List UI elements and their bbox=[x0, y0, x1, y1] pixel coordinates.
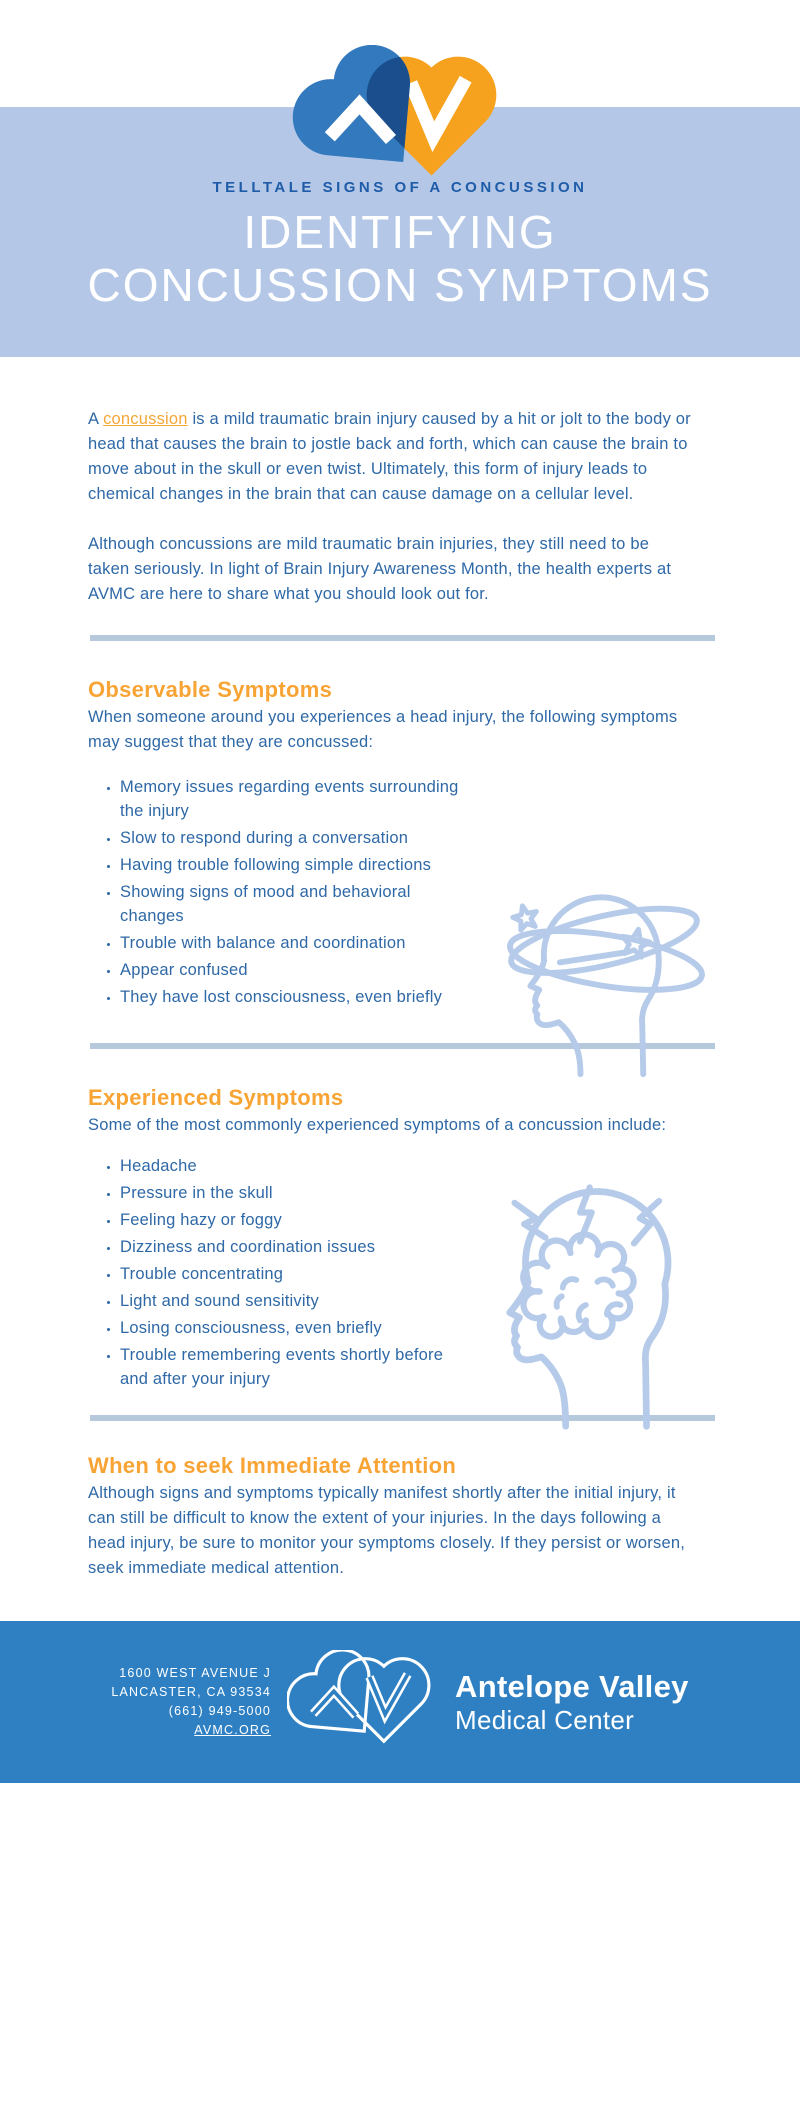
dizzy-head-icon bbox=[501, 878, 707, 1086]
section-immediate-attention bbox=[88, 1451, 712, 1581]
bullet-item: • Memory issues regarding events surrounding the injury bbox=[120, 775, 460, 823]
intro-paragraph-2: Although concussions are mild traumatic brain injuries, they still need to be taken seriously. In light of Brain Injury Awareness Month, the health experts at AVMC are here to share what you should look out for. bbox=[88, 535, 672, 603]
observable-symptoms-intro: When someone around you experiences a head injury, the following symptoms may suggest that they are concussed: bbox=[88, 708, 678, 751]
bullet-item: • Light and sound sensitivity bbox=[120, 1289, 460, 1313]
bullet-item: • Trouble remembering events shortly before and after your injury bbox=[120, 1343, 460, 1391]
page-title-line-2: CONCUSSION SYMPTOMS bbox=[87, 259, 713, 311]
brain-head-icon bbox=[499, 1174, 692, 1434]
org-name-line-2: Medical Center bbox=[455, 1705, 635, 1735]
bullet-item: • Having trouble following simple directions bbox=[120, 853, 460, 877]
avmc-logo bbox=[292, 45, 508, 194]
page-title bbox=[0, 206, 800, 312]
footer-address-line: 1600 WEST AVENUE J bbox=[119, 1666, 272, 1680]
footer-wordmark bbox=[455, 1671, 689, 1733]
bullet-item: • Losing consciousness, even briefly bbox=[120, 1316, 460, 1340]
section-divider-1 bbox=[90, 635, 715, 641]
avmc-double-heart-icon bbox=[292, 45, 508, 189]
experienced-symptoms-list bbox=[88, 1154, 460, 1391]
intro-text-post: is a mild traumatic brain injury caused by a hit or jolt to the body or head that causes the brain to jostle back and forth, which can cause the brain to move about in the skull or even twist. Ultimately, this form of injury leads to chemical changes in the brain that can cause damage on a cellular level. bbox=[88, 410, 691, 503]
bullet-item: • Pressure in the skull bbox=[120, 1181, 460, 1205]
footer-website-link[interactable]: AVMC.ORG bbox=[194, 1723, 272, 1737]
infographic-page bbox=[0, 107, 800, 1831]
section-experienced-symptoms bbox=[88, 1083, 712, 1391]
org-name-line-1: Antelope Valley bbox=[455, 1669, 689, 1704]
experienced-symptoms-heading: Experienced Symptoms bbox=[88, 1085, 344, 1110]
footer-phone: (661) 949-5000 bbox=[168, 1704, 272, 1718]
bullet-item: • Headache bbox=[120, 1154, 460, 1178]
bullet-item: • Trouble concentrating bbox=[120, 1262, 460, 1286]
immediate-attention-heading: When to seek Immediate Attention bbox=[88, 1453, 457, 1478]
footer-address-line: LANCASTER, CA 93534 bbox=[111, 1685, 272, 1699]
bullet-item: • Feeling hazy or foggy bbox=[120, 1208, 460, 1232]
observable-symptoms-list bbox=[88, 775, 460, 1009]
bullet-item: • Dizziness and coordination issues bbox=[120, 1235, 460, 1259]
section-observable-symptoms bbox=[88, 675, 712, 1009]
bullet-item: • Slow to respond during a conversation bbox=[120, 826, 460, 850]
experienced-symptoms-intro: Some of the most commonly experienced symptoms of a concussion include: bbox=[88, 1116, 667, 1134]
concussion-link[interactable]: concussion bbox=[103, 410, 188, 428]
intro-text-pre: A bbox=[88, 410, 104, 428]
observable-symptoms-heading: Observable Symptoms bbox=[88, 677, 333, 702]
bullet-item: • They have lost consciousness, even briefly bbox=[120, 985, 460, 1009]
immediate-attention-text: Although signs and symptoms typically manifest shortly after the initial injury, it can still be difficult to know the extent of your injuries. In the days following a head injury, be sure to monitor your symptoms closely. If they persist or worsen, seek immediate medical attention. bbox=[88, 1484, 685, 1577]
content-area bbox=[0, 357, 800, 1581]
bullet-item: • Trouble with balance and coordination bbox=[120, 931, 460, 955]
footer-logo bbox=[287, 1650, 437, 1755]
bottom-white-strip bbox=[0, 1783, 800, 1831]
avmc-double-heart-outline-icon bbox=[287, 1650, 437, 1750]
header-eyebrow: TELLTALE SIGNS OF A CONCUSSION bbox=[212, 179, 588, 196]
page-title-line-1: IDENTIFYING bbox=[243, 206, 557, 258]
footer-address-block bbox=[111, 1664, 271, 1740]
bullet-item: • Appear confused bbox=[120, 958, 460, 982]
intro-paragraph-1 bbox=[88, 407, 693, 507]
bullet-item: • Showing signs of mood and behavioral changes bbox=[120, 880, 460, 928]
header-band bbox=[0, 107, 800, 357]
footer-band bbox=[0, 1621, 800, 1783]
